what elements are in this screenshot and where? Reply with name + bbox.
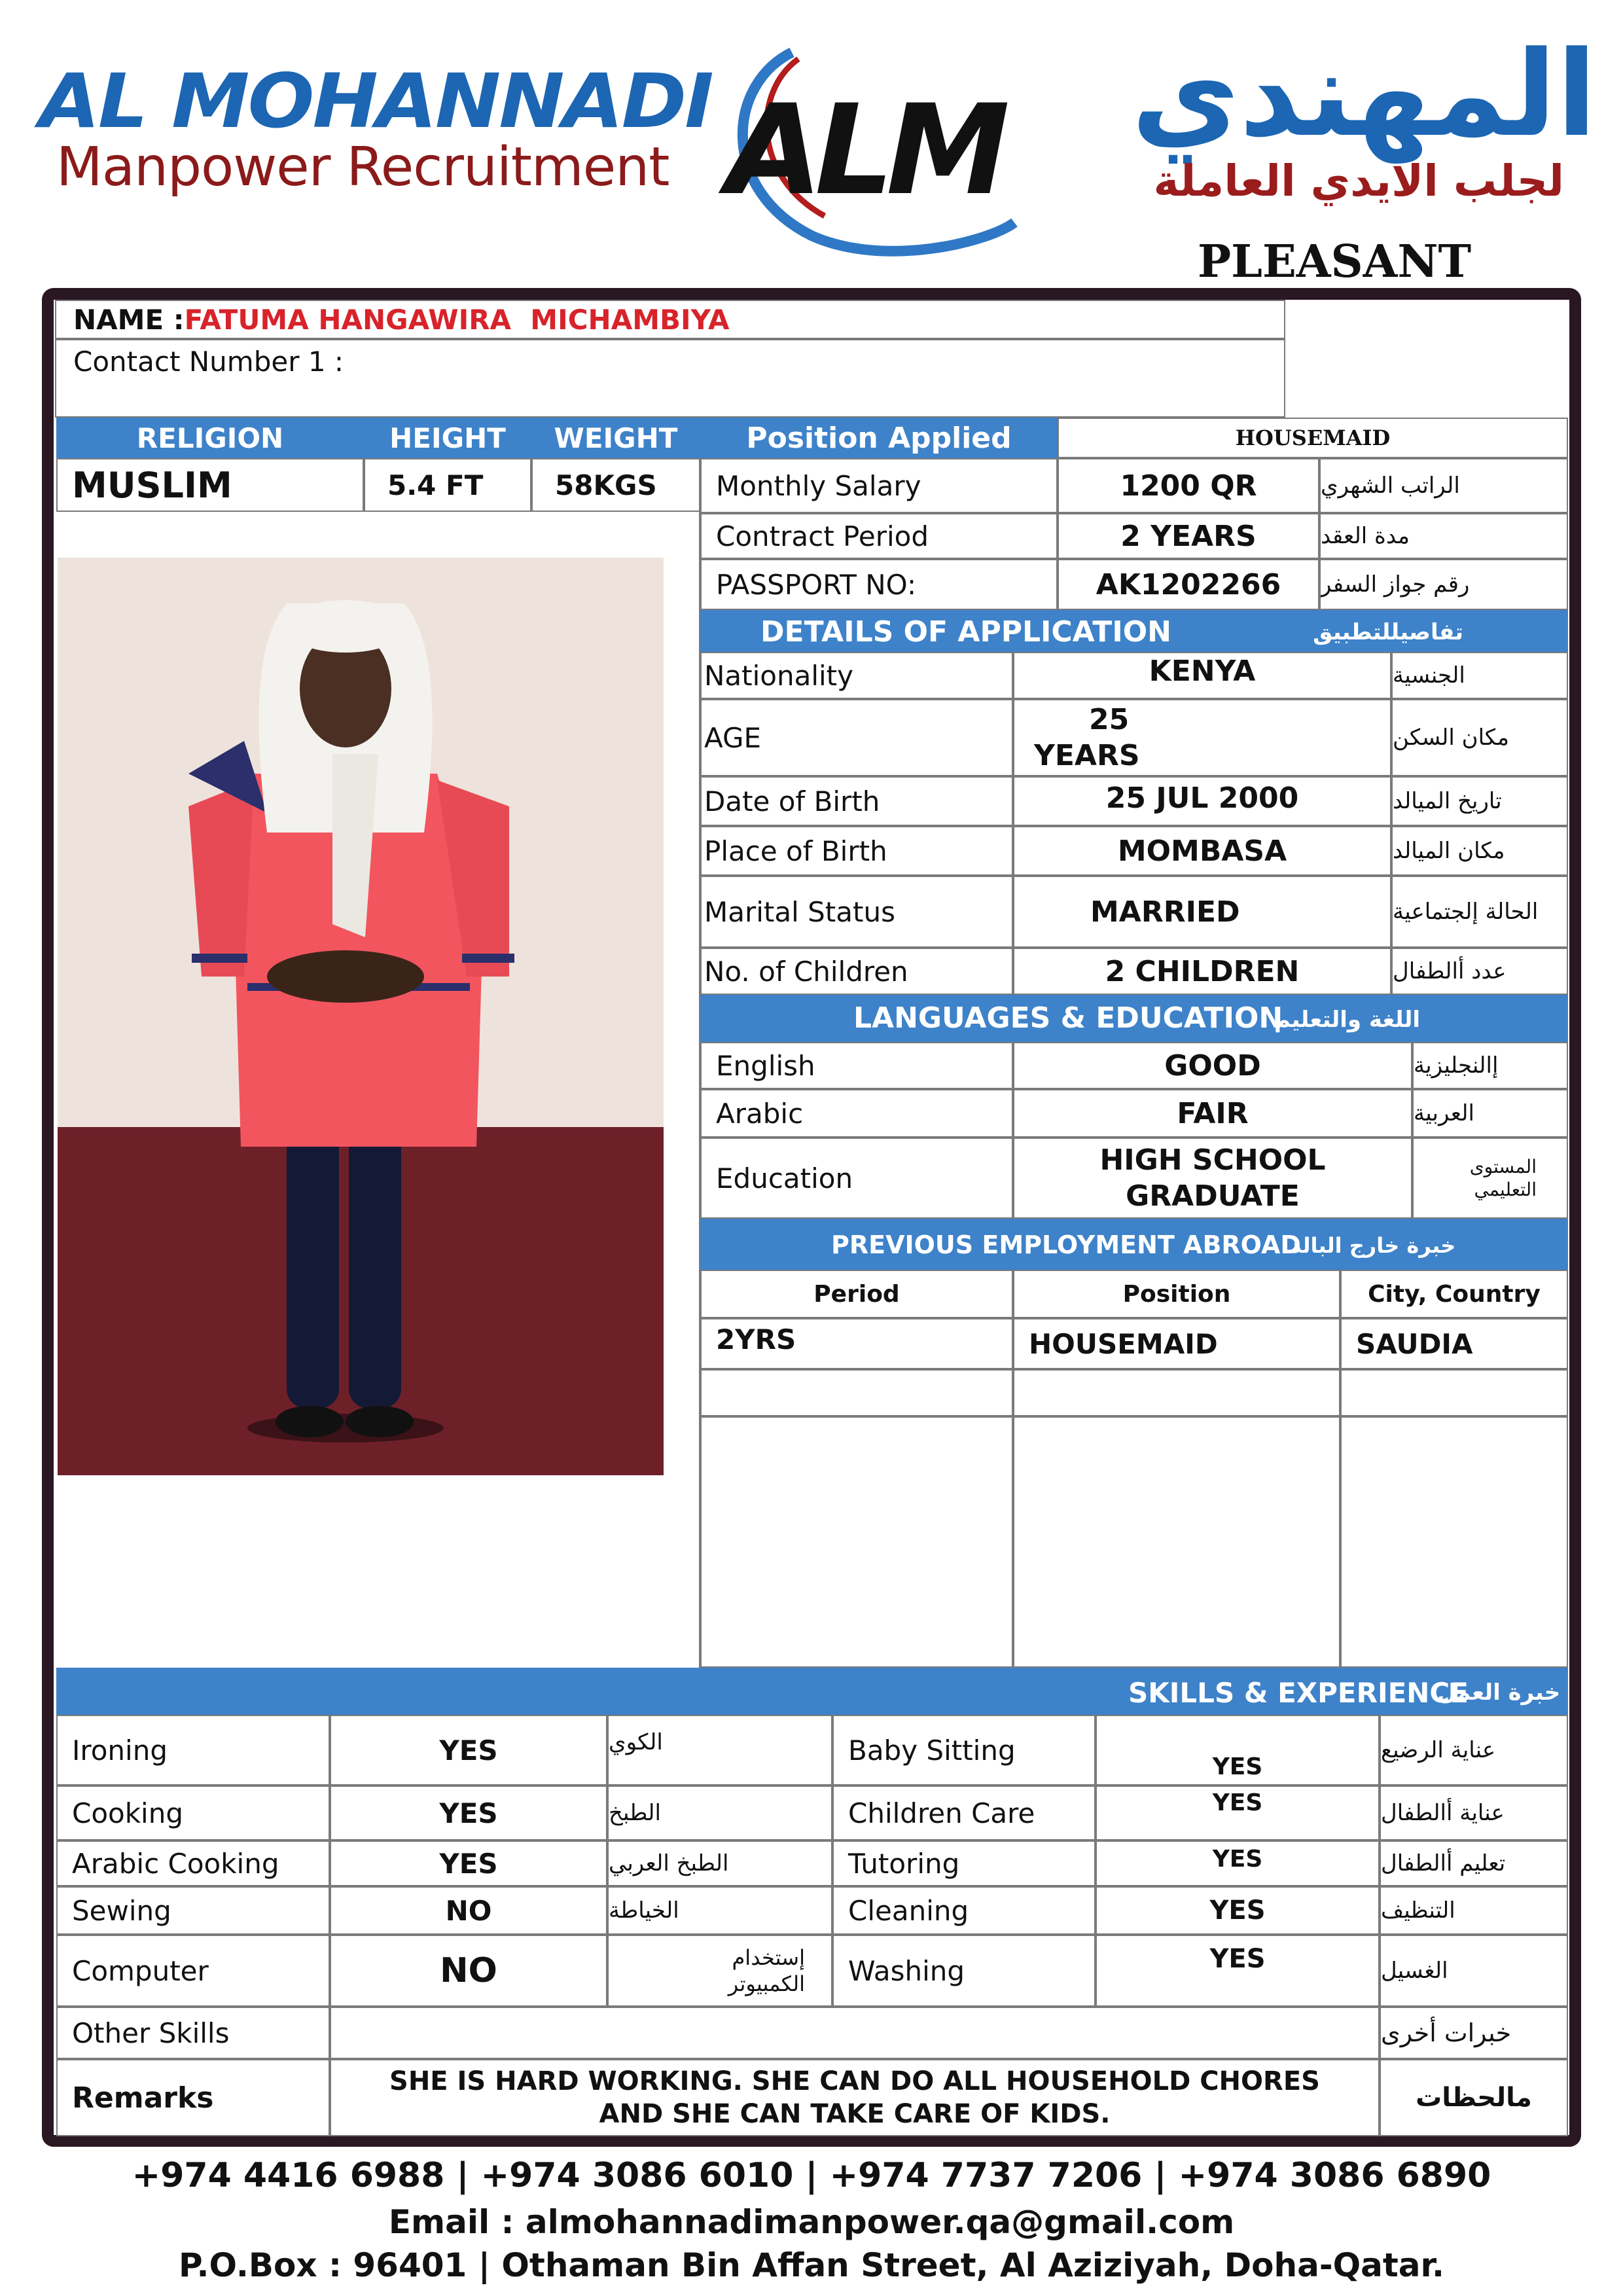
position-header: Position Applied xyxy=(700,418,1058,458)
company-name-english: AL MOHANNADI xyxy=(39,58,712,145)
remarks-line2: AND SHE CAN TAKE CARE OF KIDS. xyxy=(599,2099,1111,2129)
age-unit: YEARS xyxy=(1034,739,1140,772)
logo-text: ALM xyxy=(726,78,1003,223)
skill-baby-sitting-value: YES xyxy=(1096,1715,1380,1785)
languages-section-header xyxy=(700,995,1568,1042)
contact-label: Contact Number 1 : xyxy=(73,346,344,378)
company-name-arabic: المهندي xyxy=(1131,26,1597,163)
skill-computer-arabic xyxy=(607,1935,832,2007)
height-value: 5.4 FT xyxy=(364,458,531,512)
name-row xyxy=(55,300,1285,339)
skills-section-header xyxy=(56,1668,1568,1715)
skill-washing-arabic: الغسيل xyxy=(1380,1935,1568,2007)
education-label: Education xyxy=(700,1138,1013,1219)
skill-tutoring-arabic: تعليم أالطفال xyxy=(1380,1840,1568,1886)
contact-row xyxy=(55,339,1285,418)
salary-value: 1200 QR xyxy=(1058,458,1319,513)
arabic-label: Arabic xyxy=(700,1089,1013,1138)
skill-cooking-value: YES xyxy=(330,1785,607,1840)
details-title-arabic: تفاصيللتطبيق xyxy=(1313,619,1463,645)
skill-sewing-label: Sewing xyxy=(56,1886,330,1935)
skill-washing-label: Washing xyxy=(832,1935,1096,2007)
skill-sewing-arabic: الخياطة xyxy=(607,1886,832,1935)
pob-value: MOMBASA xyxy=(1013,826,1391,876)
salary-arabic: الراتب الشهري xyxy=(1319,458,1568,513)
skill-arabic-cooking-arabic: الطبخ العربي xyxy=(607,1840,832,1886)
company-tagline-arabic: لجلب الايدي العاملة xyxy=(1153,156,1564,206)
candidate-figure-icon xyxy=(58,558,664,1475)
pob-arabic: مكان الميالد xyxy=(1391,826,1568,876)
skill-washing-value: YES xyxy=(1096,1935,1380,2007)
remarks-value xyxy=(330,2059,1380,2136)
skill-cleaning-value: YES xyxy=(1096,1886,1380,1935)
weight-header: WEIGHT xyxy=(531,418,700,458)
employment-title-arabic: خبرة خارج البالد xyxy=(1291,1233,1456,1258)
languages-title-arabic: اللغة والتعليم xyxy=(1274,1007,1420,1033)
employment-header-position: Position xyxy=(1013,1270,1340,1318)
nationality-arabic: الجنسية xyxy=(1391,652,1568,699)
employment-blank-period xyxy=(700,1416,1013,1668)
passport-arabic: رقم جواز السفر xyxy=(1319,559,1568,610)
employment-blank-position xyxy=(1013,1416,1340,1668)
dob-arabic: تاريخ الميالد xyxy=(1391,776,1568,826)
skill-arabic-cooking-label: Arabic Cooking xyxy=(56,1840,330,1886)
passport-value: AK1202266 xyxy=(1058,559,1319,610)
education-value-line2: GRADUATE xyxy=(1126,1179,1300,1213)
marital-value: MARRIED xyxy=(1013,876,1391,948)
passport-label: PASSPORT NO: xyxy=(700,559,1058,610)
english-value: GOOD xyxy=(1013,1042,1412,1089)
skill-children-care-value: YES xyxy=(1096,1785,1380,1840)
employment-empty-period xyxy=(700,1369,1013,1416)
employment-row-city: SAUDIA xyxy=(1340,1318,1568,1369)
education-arabic-line2: التعليمي xyxy=(1474,1179,1537,1200)
dob-label: Date of Birth xyxy=(700,776,1013,826)
children-value: 2 CHILDREN xyxy=(1013,948,1391,995)
alm-logo-icon xyxy=(713,26,1067,262)
contract-period-value: 2 YEARS xyxy=(1058,513,1319,559)
religion-header: RELIGION xyxy=(56,418,364,458)
skill-cleaning-arabic: التنظيف xyxy=(1380,1886,1568,1935)
employment-title: PREVIOUS EMPLOYMENT ABROAD xyxy=(831,1230,1301,1259)
agency-name: PLEASANT xyxy=(1198,236,1472,288)
age-label: AGE xyxy=(700,699,1013,776)
remarks-line1: SHE IS HARD WORKING. SHE CAN DO ALL HOUSEHOLD CHORES xyxy=(389,2066,1320,2096)
education-arabic xyxy=(1412,1138,1568,1219)
languages-title: LANGUAGES & EDUCATION xyxy=(853,1001,1283,1035)
employment-row-period: 2YRS xyxy=(700,1318,1013,1369)
remarks-arabic: مالحظات xyxy=(1380,2059,1568,2136)
name-label: NAME : xyxy=(73,303,185,336)
skill-arabic-cooking-value: YES xyxy=(330,1840,607,1886)
skill-ironing-arabic: الكوي xyxy=(607,1715,832,1785)
education-arabic-line1: المستوى xyxy=(1469,1156,1537,1177)
employment-empty-city xyxy=(1340,1369,1568,1416)
employment-section-header xyxy=(700,1219,1568,1270)
footer-address: P.O.Box : 96401 | Othaman Bin Affan Street, Al Aziziyah, Doha-Qatar. xyxy=(179,2246,1444,2284)
skill-baby-sitting-arabic: عناية الرضيع xyxy=(1380,1715,1568,1785)
arabic-arabic: العربية xyxy=(1412,1089,1568,1138)
details-section-header xyxy=(700,610,1568,652)
english-arabic: إالنجليزية xyxy=(1412,1042,1568,1089)
skill-tutoring-value: YES xyxy=(1096,1840,1380,1886)
skill-ironing-value: YES xyxy=(330,1715,607,1785)
skill-computer-arabic-line1: إستخدام xyxy=(732,1945,805,1970)
skill-sewing-value: NO xyxy=(330,1886,607,1935)
skill-baby-sitting-label: Baby Sitting xyxy=(832,1715,1096,1785)
skill-cleaning-label: Cleaning xyxy=(832,1886,1096,1935)
skill-children-care-arabic: عناية أالطفال xyxy=(1380,1785,1568,1840)
skill-ironing-label: Ironing xyxy=(56,1715,330,1785)
height-header: HEIGHT xyxy=(364,418,531,458)
children-arabic: عدد أالطفال xyxy=(1391,948,1568,995)
english-label: English xyxy=(700,1042,1013,1089)
employment-empty-position xyxy=(1013,1369,1340,1416)
footer-phones: +974 4416 6988 | +974 3086 6010 | +974 7737 7206 | +974 3086 6890 xyxy=(132,2156,1491,2195)
name-value: FATUMA HANGAWIRA MICHAMBIYA xyxy=(184,303,730,336)
skill-computer-label: Computer xyxy=(56,1935,330,2007)
skill-cooking-arabic: الطبخ xyxy=(607,1785,832,1840)
salary-label: Monthly Salary xyxy=(700,458,1058,513)
position-value: HOUSEMAID xyxy=(1058,418,1568,458)
employment-header-period: Period xyxy=(700,1270,1013,1318)
skill-computer-value: NO xyxy=(330,1935,607,2007)
contract-period-label: Contract Period xyxy=(700,513,1058,559)
employment-header-city: City, Country xyxy=(1340,1270,1568,1318)
education-value xyxy=(1013,1138,1412,1219)
skills-title: SKILLS & EXPERIENCE xyxy=(1128,1677,1469,1709)
other-skills-value xyxy=(330,2007,1380,2059)
education-value-line1: HIGH SCHOOL xyxy=(1099,1143,1326,1177)
children-label: No. of Children xyxy=(700,948,1013,995)
pob-label: Place of Birth xyxy=(700,826,1013,876)
skills-title-arabic: خبرة العمل xyxy=(1437,1679,1561,1706)
age-arabic: مكان السكن xyxy=(1391,699,1568,776)
nationality-value: KENYA xyxy=(1013,652,1391,699)
religion-value: MUSLIM xyxy=(56,458,364,512)
candidate-photo xyxy=(58,558,664,1475)
age-number: 25 xyxy=(1089,703,1130,736)
footer-email: Email : almohannadimanpower.qa@gmail.com xyxy=(388,2203,1235,2241)
arabic-value: FAIR xyxy=(1013,1089,1412,1138)
company-tagline-english: Manpower Recruitment xyxy=(56,136,669,198)
contract-period-arabic: مدة العقد xyxy=(1319,513,1568,559)
other-skills-label: Other Skills xyxy=(56,2007,330,2059)
marital-arabic: الحالة إلجتماعية xyxy=(1391,876,1568,948)
nationality-label: Nationality xyxy=(700,652,1013,699)
employment-row-position: HOUSEMAID xyxy=(1013,1318,1340,1369)
details-title: DETAILS OF APPLICATION xyxy=(760,615,1171,649)
dob-value: 25 JUL 2000 xyxy=(1013,776,1391,826)
skill-cooking-label: Cooking xyxy=(56,1785,330,1840)
marital-label: Marital Status xyxy=(700,876,1013,948)
other-skills-arabic: خبرات أخرى xyxy=(1380,2007,1568,2059)
skill-tutoring-label: Tutoring xyxy=(832,1840,1096,1886)
employment-blank-city xyxy=(1340,1416,1568,1668)
skill-children-care-label: Children Care xyxy=(832,1785,1096,1840)
weight-value: 58KGS xyxy=(531,458,700,512)
skill-computer-arabic-line2: الكمبيوتر xyxy=(728,1971,805,1996)
photo-column-divider xyxy=(699,512,700,1668)
remarks-label: Remarks xyxy=(56,2059,330,2136)
age-value xyxy=(1013,699,1391,776)
